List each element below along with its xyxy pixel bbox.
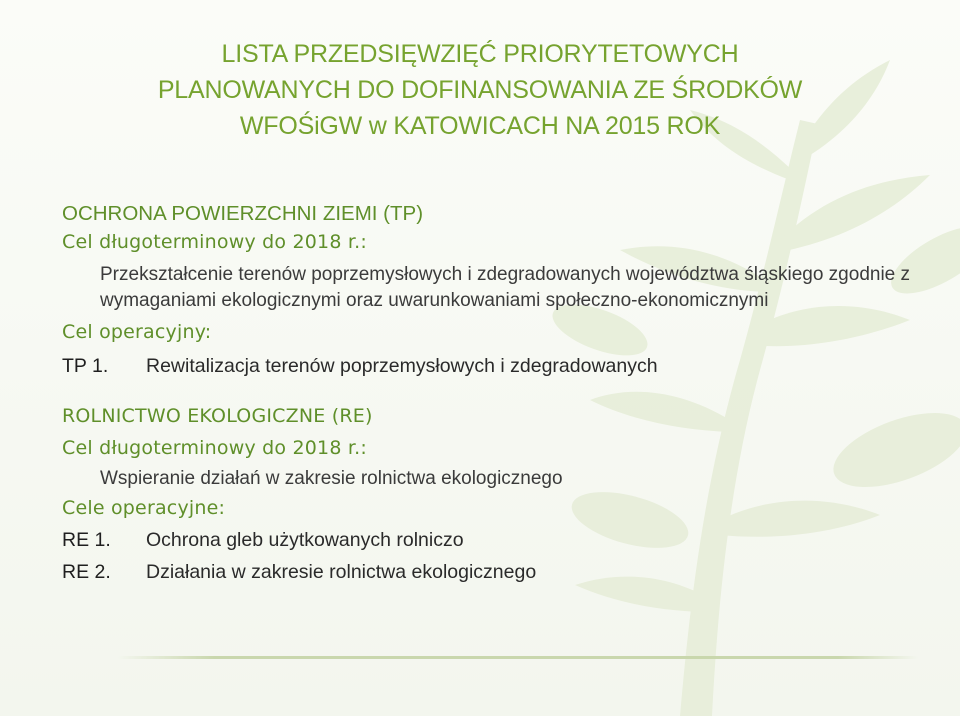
long-goal-label-tp: Cel długoterminowy do 2018 r.: xyxy=(62,231,367,253)
title-line-3: WFOŚiGW w KATOWICACH NA 2015 ROK xyxy=(239,112,721,140)
long-goal-text-tp: Przekształcenie terenów poprzemysłowych i zdegradowanych województwa śląskiego zgodnie z wymaganiami ekologicznymi oraz uwarunkowaniami społeczno-ekonomicznymi xyxy=(100,264,911,311)
list-item xyxy=(62,558,922,586)
operational-goal-label-re: Cele operacyjne: xyxy=(62,497,226,519)
item-code: RE 2. xyxy=(62,561,111,583)
operational-goal-label-tp: Cel operacyjny: xyxy=(62,321,212,343)
item-code: RE 1. xyxy=(62,529,111,551)
long-goal-text-re: Wspieranie działań w zakresie rolnictwa ekologicznego xyxy=(100,468,563,489)
item-text: Rewitalizacja terenów poprzemysłowych i zdegradowanych xyxy=(146,355,658,377)
footer-divider xyxy=(118,656,918,659)
item-text: Ochrona gleb użytkowanych rolniczo xyxy=(146,529,464,551)
page-title xyxy=(150,36,810,144)
list-item xyxy=(62,352,922,380)
item-code: TP 1. xyxy=(62,355,109,377)
section-re xyxy=(62,402,922,586)
section-heading-re: ROLNICTWO EKOLOGICZNE (RE) xyxy=(62,405,373,427)
list-item xyxy=(62,526,922,554)
section-heading-tp: OCHRONA POWIERZCHNI ZIEMI (TP) xyxy=(62,202,424,225)
section-tp xyxy=(62,200,922,380)
title-line-1: LISTA PRZEDSIĘWZIĘĆ PRIORYTETOWYCH xyxy=(221,40,739,68)
item-text: Działania w zakresie rolnictwa ekologicznego xyxy=(146,561,537,583)
content xyxy=(62,200,922,586)
title-line-2: PLANOWANYCH DO DOFINANSOWANIA ZE ŚRODKÓW xyxy=(157,76,803,104)
long-goal-label-re: Cel długoterminowy do 2018 r.: xyxy=(62,437,367,459)
